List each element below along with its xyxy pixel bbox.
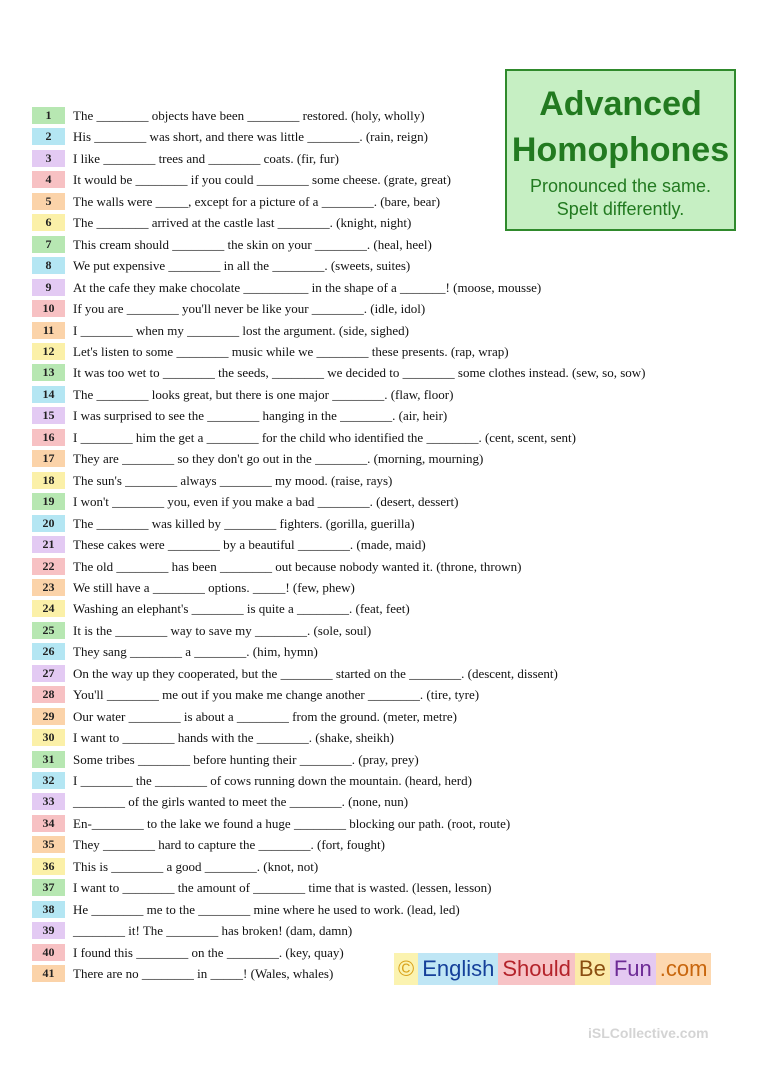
item-sentence: It was too wet to ________ the seeds, ________ we decided to ________ some clothes instead. (sew, so, sow) [73,365,646,381]
exercise-item [32,879,732,897]
item-number-badge: 31 [32,751,65,768]
item-sentence: We put expensive ________ in all the ________. (sweets, suites) [73,258,411,274]
exercise-item [32,622,732,640]
item-number-badge: 20 [32,515,65,532]
exercise-item [32,128,732,146]
item-sentence: Let's listen to some ________ music while we ________ these presents. (rap, wrap) [73,343,509,359]
item-sentence: The ________ arrived at the castle last ________. (knight, night) [73,215,412,231]
exercise-item [32,579,732,597]
subtitle-line-2: Spelt differently. [556,199,685,219]
exercise-item [32,665,732,683]
item-sentence: The ________ objects have been ________ restored. (holy, wholly) [73,108,425,123]
item-number-badge: 32 [32,772,65,789]
item-number-badge: 4 [32,171,65,188]
item-sentence: ________ of the girls wanted to meet the ________. (none, nun) [73,794,409,810]
exercise-item [32,450,732,468]
exercise-item [32,107,732,125]
exercise-item [32,708,732,726]
item-sentence: I won't ________ you, even if you make a bad ________. (desert, dessert) [73,494,459,510]
item-number-badge: 38 [32,901,65,918]
item-number-badge: 24 [32,600,65,617]
item-number-badge: 13 [32,364,65,381]
item-number-badge: 14 [32,386,65,403]
exercise-item [32,150,732,168]
item-sentence: The old ________ has been ________ out because nobody wanted it. (throne, thrown) [73,558,522,574]
item-number-badge: 2 [32,128,65,145]
item-sentence: This is ________ a good ________. (knot, not) [73,858,319,874]
item-number-badge: 37 [32,879,65,896]
item-number-badge: 28 [32,686,65,703]
item-number-badge: 16 [32,429,65,446]
exercise-item [32,300,732,318]
exercise-item [32,407,732,425]
item-sentence: At the cafe they make chocolate __________ in the shape of a _______! (moose, mousse) [73,279,542,295]
item-number-badge: 33 [32,793,65,810]
exercise-item [32,279,732,297]
item-sentence: He ________ me to the ________ mine where he used to work. (lead, led) [73,901,460,917]
watermark: iSLCollective.com [588,1025,709,1041]
item-number-badge: 30 [32,729,65,746]
exercise-item [32,901,732,919]
exercise-item [32,922,732,940]
exercise-item [32,343,732,361]
exercise-item [32,558,732,576]
exercise-item [32,751,732,769]
item-number-badge: 34 [32,815,65,832]
item-number-badge: 41 [32,965,65,982]
brand-logo [394,953,711,985]
item-sentence: They sang ________ a ________. (him, hymn) [73,644,318,660]
item-sentence: The ________ looks great, but there is one major ________. (flaw, floor) [73,386,454,402]
brand-word-be: Be [575,953,610,985]
item-number-badge: 26 [32,643,65,660]
brand-word-com: .com [656,953,712,985]
item-number-badge: 9 [32,279,65,296]
item-number-badge: 23 [32,579,65,596]
item-sentence: His ________ was short, and there was little ________. (rain, reign) [73,129,428,145]
exercise-item [32,193,732,211]
item-sentence: It would be ________ if you could ________ some cheese. (grate, great) [73,172,451,188]
item-sentence: I like ________ trees and ________ coats. (fir, fur) [73,150,339,166]
item-number-badge: 5 [32,193,65,210]
item-sentence: En-________ to the lake we found a huge ________ blocking our path. (root, route) [73,815,511,831]
item-sentence: It is the ________ way to save my ________. (sole, soul) [73,622,372,638]
item-number-badge: 12 [32,343,65,360]
item-sentence: ________ it! The ________ has broken! (dam, damn) [73,923,353,939]
item-number-badge: 10 [32,300,65,317]
brand-word-english: English [418,953,498,985]
item-sentence: I want to ________ the amount of ________ time that is wasted. (lessen, lesson) [73,880,492,896]
exercise-item [32,322,732,340]
item-sentence: You'll ________ me out if you make me change another ________. (tire, tyre) [73,687,480,703]
exercise-item [32,472,732,490]
item-number-badge: 15 [32,407,65,424]
item-number-badge: 3 [32,150,65,167]
brand-word-should: Should [498,953,575,985]
title-line-2: Homophones [511,131,730,169]
exercise-item [32,493,732,511]
exercise-item [32,772,732,790]
exercise-item [32,171,732,189]
item-sentence: There are no ________ in _____! (Wales, whales) [73,966,334,981]
exercise-item [32,364,732,382]
item-number-badge: 36 [32,858,65,875]
item-sentence: They ________ hard to capture the ________. (fort, fought) [73,837,385,853]
exercise-item [32,429,732,447]
item-number-badge: 19 [32,493,65,510]
item-sentence: Our water ________ is about a ________ from the ground. (meter, metre) [73,708,457,724]
item-sentence: The ________ was killed by ________ fighters. (gorilla, guerilla) [73,515,415,531]
exercise-item [32,793,732,811]
exercise-item [32,815,732,833]
item-number-badge: 17 [32,450,65,467]
title-line-1: Advanced [539,85,702,123]
item-sentence: They are ________ so they don't go out in the ________. (morning, mourning) [73,451,484,467]
item-sentence: I was surprised to see the ________ hanging in the ________. (air, heir) [73,408,448,424]
exercise-item [32,643,732,661]
exercise-item [32,515,732,533]
item-number-badge: 27 [32,665,65,682]
item-sentence: I ________ him the get a ________ for the child who identified the ________. (cent, scent, sent) [73,429,576,445]
item-sentence: Washing an elephant's ________ is quite a ________. (feat, feet) [73,601,410,617]
copyright-symbol: © [394,953,418,985]
item-sentence: I ________ when my ________ lost the argument. (side, sighed) [73,322,409,338]
item-number-badge: 25 [32,622,65,639]
exercise-item [32,214,732,232]
item-number-badge: 21 [32,536,65,553]
item-number-badge: 39 [32,922,65,939]
item-sentence: We still have a ________ options. _____! (few, phew) [73,579,355,595]
item-number-badge: 6 [32,214,65,231]
exercise-item [32,600,732,618]
subtitle-line-1: Pronounced the same. [529,176,712,196]
item-number-badge: 7 [32,236,65,253]
item-sentence: These cakes were ________ by a beautiful ________. (made, maid) [73,537,426,552]
item-sentence: Some tribes ________ before hunting their ________. (pray, prey) [73,751,419,767]
item-sentence: I ________ the ________ of cows running down the mountain. (heard, herd) [73,772,472,788]
exercise-item [32,836,732,854]
exercise-item [32,536,732,554]
item-number-badge: 35 [32,836,65,853]
item-number-badge: 8 [32,257,65,274]
item-sentence: I found this ________ on the ________. (key, quay) [73,944,344,960]
item-sentence: If you are ________ you'll never be like your ________. (idle, idol) [73,301,426,316]
exercise-item [32,686,732,704]
item-number-badge: 40 [32,944,65,961]
brand-word-fun: Fun [610,953,656,985]
exercise-item [32,729,732,747]
exercise-item [32,858,732,876]
item-number-badge: 29 [32,708,65,725]
item-number-badge: 1 [32,107,65,124]
item-number-badge: 18 [32,472,65,489]
item-sentence: On the way up they cooperated, but the ________ started on the ________. (descent, dissent) [73,665,558,681]
exercise-item [32,236,732,254]
item-sentence: The sun's ________ always ________ my mood. (raise, rays) [73,472,393,488]
item-sentence: This cream should ________ the skin on your ________. (heal, heel) [73,236,432,252]
item-number-badge: 22 [32,558,65,575]
item-sentence: The walls were _____, except for a picture of a ________. (bare, bear) [73,193,441,209]
item-sentence: I want to ________ hands with the ________. (shake, sheikh) [73,730,394,745]
item-number-badge: 11 [32,322,65,339]
exercise-item [32,257,732,275]
exercise-item [32,386,732,404]
